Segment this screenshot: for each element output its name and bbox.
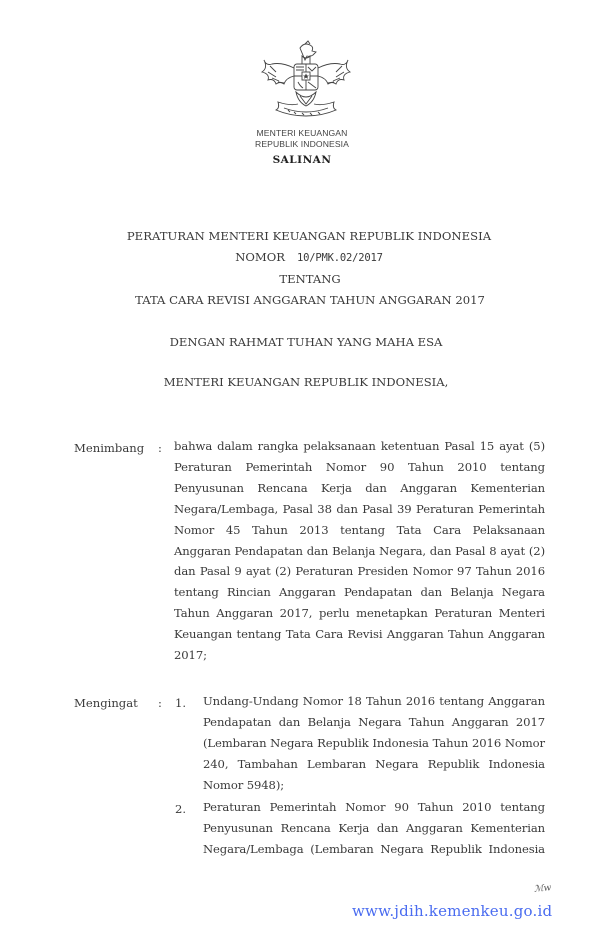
mengingat-item-text: Undang-Undang Nomor 18 Tahun 2016 tentang Anggaran Pendapatan dan Belanja Negara Tahun Anggaran 2017 (Lembaran Negara Republik Indonesia Tahun 2016 Nomor 240, Tambahan Lembaran Negara Republik Indonesia Nomor 5948); [203,694,545,792]
number-label: NOMOR [235,250,286,264]
ministry-name-line1: MENTERI KEUANGAN [256,128,348,138]
regulation-subject: TATA CARA REVISI ANGGARAN TAHUN ANGGARAN 2017 [135,293,485,307]
mengingat-item-number: 2. [175,802,187,816]
menimbang-colon: : [158,441,162,455]
garuda-emblem-icon [258,38,354,128]
menimbang-text: bahwa dalam rangka pelaksanaan ketentuan Pasal 15 ayat (5) Peraturan Pemerintah Nomor 90 Tahun 2010 tentang Penyusunan Rencana Kerja dan Anggaran Kementerian Negara/Lembaga, Pasal 38 dan Pasal 39 Peraturan Pemerintah Nomor 45 Tahun 2013 tentang Tata Cara Pelaksanaan Anggaran Pendapatan dan Belanja Negara, dan Pasal 8 ayat (2) dan Pasal 9 ayat (2) Peraturan Presiden Nomor 97 Tahun 2016 tentang Rincian Anggaran Pendapatan dan Belanja Negara Tahun Anggaran 2017, perlu menetapkan Peraturan Menteri Keuangan tentang Tata Cara Revisi Anggaran Tahun Anggaran 2017; [174,439,545,663]
menimbang-label: Menimbang [74,441,145,455]
jdih-website-link[interactable]: www.jdih.kemenkeu.go.id [352,902,553,920]
mengingat-item-number: 1. [175,696,187,710]
paraf-initials: ℳw [533,883,552,895]
about-label: TENTANG [279,272,341,286]
mengingat-item-text: Peraturan Pemerintah Nomor 90 Tahun 2010 tentang Penyusunan Rencana Kerja dan Anggaran Kementerian Negara/Lembaga (Lembaran Negara Republik Indonesia [203,800,545,856]
mengingat-label: Mengingat [74,696,138,710]
regulation-title: PERATURAN MENTERI KEUANGAN REPUBLIK INDONESIA [126,229,492,243]
issuer: MENTERI KEUANGAN REPUBLIK INDONESIA, [163,375,449,389]
copy-label: SALINAN [272,154,332,166]
invocation: DENGAN RAHMAT TUHAN YANG MAHA ESA [169,335,443,349]
regulation-number [3,250,612,264]
number-value: 10/PMK.02/2017 [297,252,383,264]
mengingat-colon: : [158,696,162,710]
ministry-name-line2: REPUBLIK INDONESIA [255,139,349,149]
